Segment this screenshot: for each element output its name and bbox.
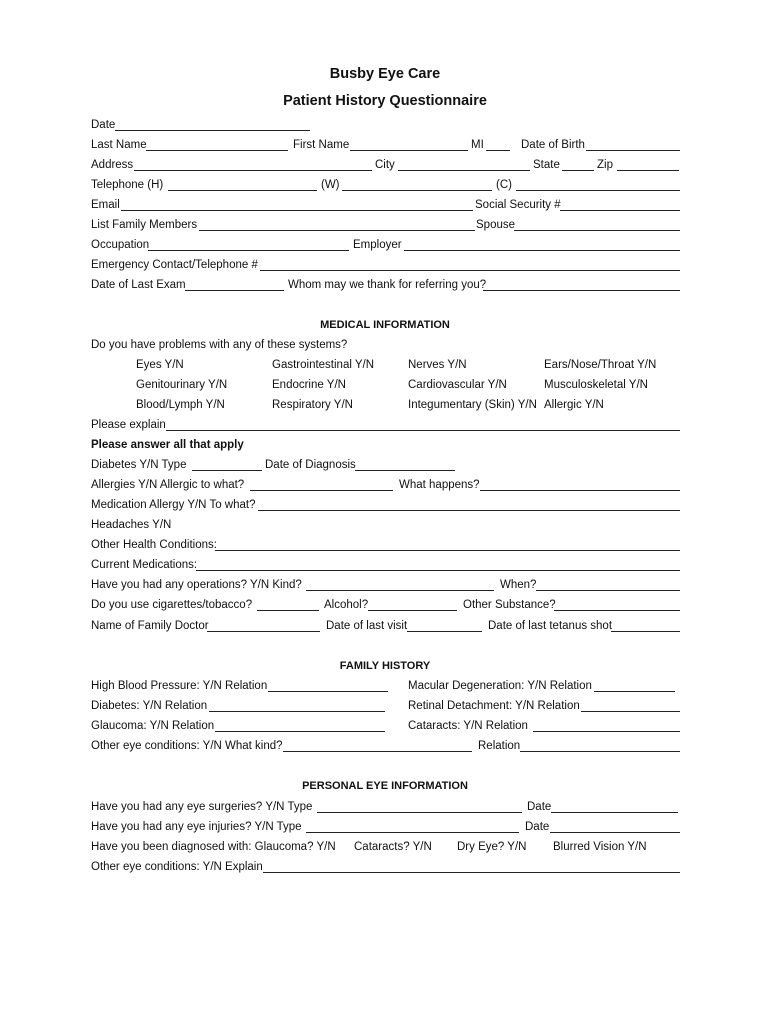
telephone-cell-label: (C) (496, 179, 512, 191)
occupation-field[interactable] (148, 250, 349, 251)
system-option[interactable]: Integumentary (Skin) Y/N (408, 399, 537, 411)
family-diabetes-field[interactable] (209, 711, 385, 712)
other-eye-field[interactable] (283, 751, 472, 752)
state-label: State (533, 159, 560, 171)
telephone-home-label: Telephone (H) (91, 179, 164, 191)
cataracts-label: Cataracts: Y/N Relation (408, 720, 528, 732)
eye-injuries-field[interactable] (306, 832, 519, 833)
clinic-name: Busby Eye Care (329, 66, 441, 82)
explain-field[interactable] (166, 430, 680, 431)
other-substance-field[interactable] (554, 610, 680, 611)
answer-all-heading: Please answer all that apply (91, 439, 244, 451)
system-option[interactable]: Musculoskeletal Y/N (544, 379, 648, 391)
operations-field[interactable] (306, 590, 494, 591)
happens-label: What happens? (399, 479, 480, 491)
other-substance-label: Other Substance? (463, 599, 556, 611)
email-label: Email (91, 199, 120, 211)
tetanus-field[interactable] (611, 631, 680, 632)
surgeries-date-field[interactable] (551, 812, 678, 813)
employer-field[interactable] (404, 250, 680, 251)
system-option[interactable]: Gastrointestinal Y/N (272, 359, 375, 371)
other-eye-conditions-field[interactable] (263, 872, 680, 873)
system-option[interactable]: Cardiovascular Y/N (408, 379, 507, 391)
form-title: Patient History Questionnaire (283, 93, 487, 109)
ssn-label: Social Security # (475, 199, 561, 211)
referral-label: Whom may we thank for referring you? (288, 279, 487, 291)
relation-label: Relation (478, 740, 521, 752)
tetanus-label: Date of last tetanus shot (488, 620, 613, 632)
retinal-field[interactable] (581, 711, 680, 712)
explain-label: Please explain (91, 419, 166, 431)
system-option[interactable]: Genitourinary Y/N (136, 379, 228, 391)
diabetes-type-field[interactable] (192, 470, 262, 471)
family-members-label: List Family Members (91, 219, 198, 231)
surgeries-date-label: Date (527, 801, 552, 813)
family-doctor-field[interactable] (207, 631, 320, 632)
first-name-field[interactable] (350, 150, 468, 151)
eye-injuries-label: Have you had any eye injuries? Y/N Type (91, 821, 302, 833)
family-diabetes-label: Diabetes: Y/N Relation (91, 700, 208, 712)
macular-label: Macular Degeneration: Y/N Relation (408, 680, 592, 692)
occupation-label: Occupation (91, 239, 150, 251)
cigarettes-field[interactable] (257, 610, 319, 611)
injuries-date-label: Date (525, 821, 550, 833)
when-label: When? (500, 579, 537, 591)
hbp-label: High Blood Pressure: Y/N Relation (91, 680, 268, 692)
diabetes-label: Diabetes Y/N Type (91, 459, 187, 471)
last-visit-label: Date of last visit (326, 620, 408, 632)
diagnosis-field[interactable] (355, 470, 455, 471)
eye-surgeries-label: Have you had any eye surgeries? Y/N Type (91, 801, 313, 813)
city-label: City (375, 159, 395, 171)
personal-eye-heading: PERSONAL EYE INFORMATION (302, 780, 468, 792)
current-medications-label: Current Medications: (91, 559, 198, 571)
family-doctor-label: Name of Family Doctor (91, 620, 209, 632)
diagnosed-glaucoma[interactable]: Have you been diagnosed with: Glaucoma? Y/N (91, 841, 336, 853)
telephone-cell-field[interactable] (516, 190, 680, 191)
headaches-label[interactable]: Headaches Y/N (91, 519, 172, 531)
system-option[interactable]: Nerves Y/N (408, 359, 467, 371)
system-option[interactable]: Respiratory Y/N (272, 399, 353, 411)
current-medications-field[interactable] (196, 570, 680, 571)
city-field[interactable] (398, 170, 530, 171)
when-field[interactable] (536, 590, 680, 591)
alcohol-label: Alcohol? (324, 599, 369, 611)
other-eye-conditions-label: Other eye conditions: Y/N Explain (91, 861, 263, 873)
operations-label: Have you had any operations? Y/N Kind? (91, 579, 302, 591)
eye-surgeries-field[interactable] (317, 812, 522, 813)
injuries-date-field[interactable] (550, 832, 680, 833)
relation-field[interactable] (520, 751, 680, 752)
last-name-label: Last Name (91, 139, 147, 151)
address-field[interactable] (134, 170, 372, 171)
spouse-label: Spouse (476, 219, 516, 231)
mi-field[interactable] (486, 150, 510, 151)
system-option[interactable]: Blood/Lymph Y/N (136, 399, 225, 411)
system-option[interactable]: Eyes Y/N (136, 359, 184, 371)
retinal-label: Retinal Detachment: Y/N Relation (408, 700, 580, 712)
glaucoma-label: Glaucoma: Y/N Relation (91, 720, 215, 732)
spouse-field[interactable] (514, 230, 680, 231)
cataracts-field[interactable] (533, 731, 680, 732)
last-exam-field[interactable] (185, 290, 284, 291)
hbp-field[interactable] (268, 691, 388, 692)
date-label: Date (91, 119, 116, 131)
last-name-field[interactable] (146, 150, 288, 151)
other-eye-label: Other eye conditions: Y/N What kind? (91, 740, 283, 752)
zip-label: Zip (597, 159, 613, 171)
macular-field[interactable] (594, 691, 675, 692)
email-field[interactable] (121, 210, 473, 211)
first-name-label: First Name (293, 139, 350, 151)
employer-label: Employer (353, 239, 402, 251)
emergency-contact-field[interactable] (260, 270, 680, 271)
medication-allergy-field[interactable] (258, 510, 680, 511)
telephone-work-field[interactable] (342, 190, 492, 191)
happens-field[interactable] (480, 490, 680, 491)
diagnosed-dry-eye[interactable]: Dry Eye? Y/N (457, 841, 527, 853)
address-label: Address (91, 159, 134, 171)
alcohol-field[interactable] (368, 610, 457, 611)
glaucoma-field[interactable] (215, 731, 385, 732)
system-option[interactable]: Allergic Y/N (544, 399, 604, 411)
state-field[interactable] (562, 170, 594, 171)
diagnosed-blurred-vision[interactable]: Blurred Vision Y/N (553, 841, 647, 853)
last-visit-field[interactable] (407, 631, 482, 632)
telephone-home-field[interactable] (168, 190, 317, 191)
family-members-field[interactable] (199, 230, 475, 231)
diagnosed-cataracts[interactable]: Cataracts? Y/N (354, 841, 432, 853)
other-conditions-label: Other Health Conditions: (91, 539, 217, 551)
last-exam-label: Date of Last Exam (91, 279, 186, 291)
medication-allergy-label: Medication Allergy Y/N To what? (91, 499, 256, 511)
referral-field[interactable] (483, 290, 680, 291)
ssn-field[interactable] (560, 210, 680, 211)
allergies-label: Allergies Y/N Allergic to what? (91, 479, 245, 491)
cigarettes-label: Do you use cigarettes/tobacco? (91, 599, 253, 611)
family-history-heading: FAMILY HISTORY (339, 660, 431, 672)
systems-question: Do you have problems with any of these systems? (91, 339, 348, 351)
telephone-work-label: (W) (321, 179, 340, 191)
allergies-field[interactable] (250, 490, 393, 491)
system-option[interactable]: Endocrine Y/N (272, 379, 346, 391)
zip-field[interactable] (617, 170, 679, 171)
date-field[interactable] (115, 130, 310, 131)
dob-label: Date of Birth (521, 139, 585, 151)
diagnosis-label: Date of Diagnosis (265, 459, 356, 471)
mi-label: MI (471, 139, 484, 151)
dob-field[interactable] (586, 150, 680, 151)
other-conditions-field[interactable] (215, 550, 680, 551)
medical-heading: MEDICAL INFORMATION (320, 319, 450, 331)
emergency-contact-label: Emergency Contact/Telephone # (91, 259, 258, 271)
system-option[interactable]: Ears/Nose/Throat Y/N (544, 359, 657, 371)
